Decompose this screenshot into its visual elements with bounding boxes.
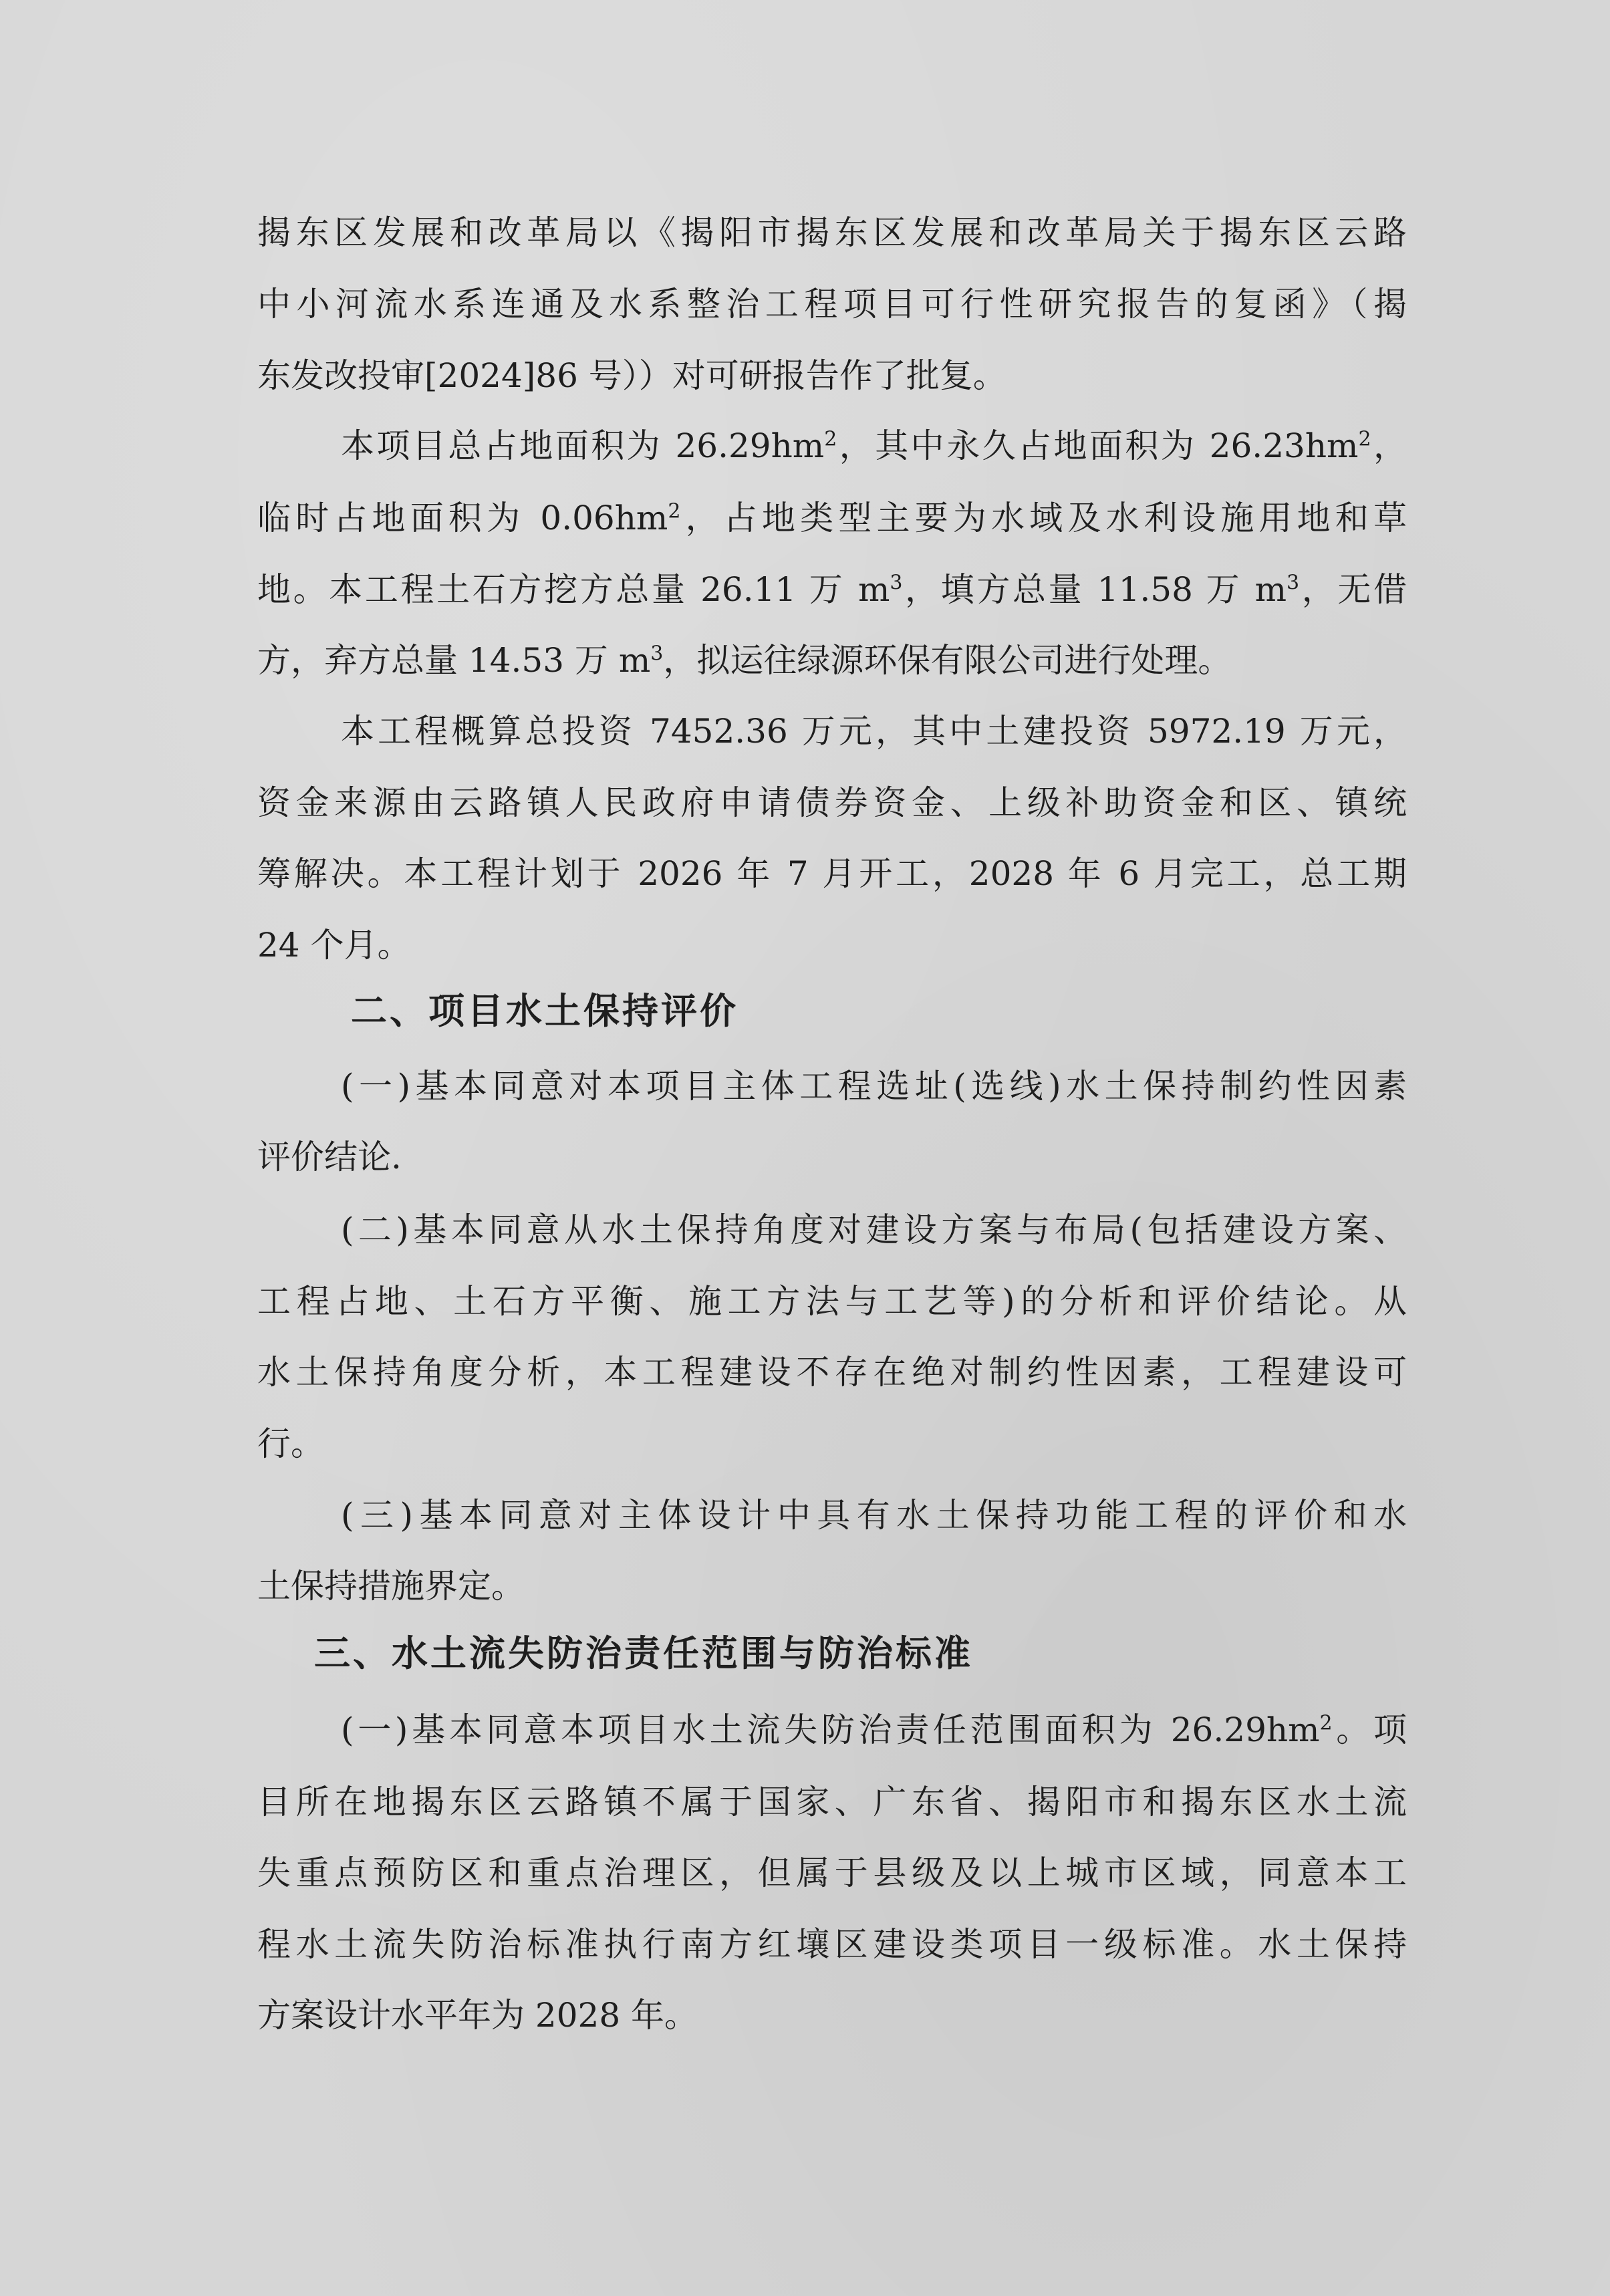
paragraph-5-line-1: (二)基本同意从水土保持角度对建设方案与布局(包括建设方案、 [341, 1210, 1407, 1249]
superscript: 2 [824, 427, 837, 451]
superscript: 3 [1287, 571, 1300, 595]
paragraph-7-line-3: 失重点预防区和重点治理区，但属于县级及以上城市区域，同意本工 [257, 1854, 1407, 1892]
paragraph-2-line-1 [341, 426, 1407, 466]
paragraph-4-line-1: (一)基本同意对本项目主体工程选址(选线)水土保持制约性因素 [341, 1067, 1407, 1106]
paragraph-2-text: ，无借 [1299, 570, 1407, 609]
paragraph-2-text: ， [1371, 426, 1407, 465]
paragraph-3-line-3: 筹解决。本工程计划于 2026 年 7 月开工，2028 年 6 月完工，总工期 [257, 854, 1407, 893]
superscript: 3 [890, 571, 903, 595]
paragraph-2-text: ，占地类型主要为水域及水利设施用地和草 [680, 499, 1407, 537]
paragraph-2-text: 方，弃方总量 14.53 万 m [257, 641, 651, 680]
paragraph-2-text: 本项目总占地面积为 26.29hm [341, 426, 825, 465]
paragraph-1-line-2: 中小河流水系连通及水系整治工程项目可行性研究报告的复函》（揭 [257, 285, 1407, 324]
paragraph-7-text: (一)基本同意本项目水土流失防治责任范围面积为 26.29hm [341, 1710, 1320, 1749]
paragraph-7-line-5: 方案设计水平年为 2028 年。 [257, 1996, 698, 2035]
superscript: 2 [1319, 1711, 1333, 1735]
superscript: 2 [668, 499, 681, 523]
paragraph-2-text: ，拟运往绿源环保有限公司进行处理。 [663, 641, 1232, 680]
paragraph-6-line-1: (三)基本同意对主体设计中具有水土保持功能工程的评价和水 [341, 1496, 1407, 1535]
paragraph-7-line-1 [341, 1710, 1407, 1750]
superscript: 2 [1358, 427, 1371, 451]
paragraph-7-line-4: 程水土流失防治标准执行南方红壤区建设类项目一级标准。水土保持 [257, 1925, 1407, 1964]
paragraph-5-line-4: 行。 [257, 1424, 324, 1463]
paragraph-3-line-4: 24 个月。 [257, 926, 411, 965]
paragraph-2-line-2 [257, 498, 1407, 538]
paragraph-2-line-4 [257, 640, 1407, 680]
paragraph-5-line-2: 工程占地、土石方平衡、施工方法与工艺等)的分析和评价结论。从 [257, 1282, 1407, 1321]
section-heading-2: 二、项目水土保持评价 [351, 990, 739, 1032]
paragraph-2-text: 临时占地面积为 0.06hm [257, 499, 668, 537]
section-heading-3: 三、水土流失防治责任范围与防治标准 [314, 1632, 973, 1674]
paragraph-2-text: ，其中永久占地面积为 26.23hm [837, 426, 1359, 465]
paragraph-1-line-3: 东发改投审[2024]86 号））对可研报告作了批复。 [257, 356, 1007, 395]
paragraph-6-line-2: 土保持措施界定。 [257, 1567, 525, 1606]
paragraph-7-line-2: 目所在地揭东区云路镇不属于国家、广东省、揭阳市和揭东区水土流 [257, 1783, 1407, 1821]
paragraph-5-line-3: 水土保持角度分析，本工程建设不存在绝对制约性因素，工程建设可 [257, 1353, 1407, 1392]
paragraph-7-text: 。项 [1332, 1710, 1407, 1749]
paragraph-2-text: 地。本工程土石方挖方总量 26.11 万 m [257, 570, 890, 609]
paragraph-2-text: ，填方总量 11.58 万 m [902, 570, 1287, 609]
paragraph-2-line-3 [257, 569, 1407, 610]
paragraph-1-line-1: 揭东区发展和改革局以《揭阳市揭东区发展和改革局关于揭东区云路 [257, 213, 1407, 252]
paragraph-3-line-2: 资金来源由云路镇人民政府申请债券资金、上级补助资金和区、镇统 [257, 783, 1407, 822]
paragraph-3-line-1: 本工程概算总投资 7452.36 万元，其中土建投资 5972.19 万元， [341, 712, 1407, 751]
paragraph-4-line-2: 评价结论. [257, 1138, 402, 1176]
superscript: 3 [650, 642, 664, 666]
